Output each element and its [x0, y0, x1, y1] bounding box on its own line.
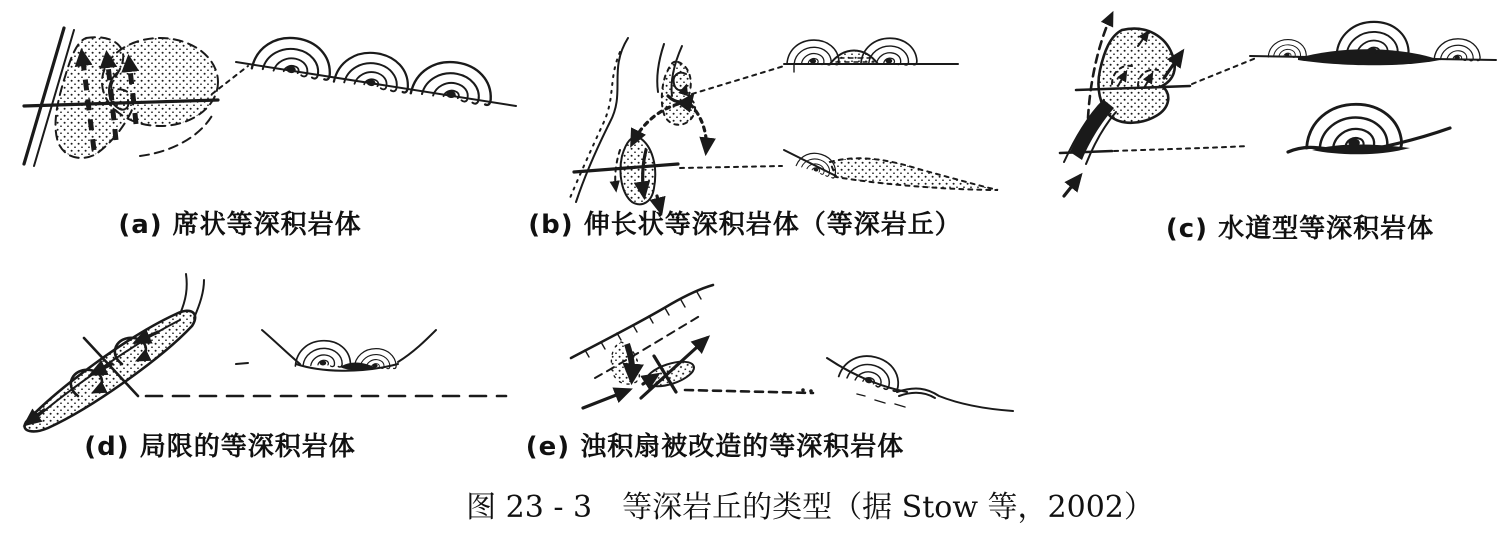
panel-d-cross-section: [236, 330, 436, 371]
panel-d-caption: (d) 局限的等深积岩体: [84, 432, 356, 462]
panel-e-drawing: [555, 278, 1055, 438]
panel-b-caption: (b) 伸长状等深积岩体（等深岩丘）: [528, 210, 962, 240]
panel-a-plan-view: [24, 28, 218, 166]
panel-d-plan-view: [25, 274, 204, 431]
panel-d-drawing: [0, 272, 510, 437]
panel-c-cross-section-bottom: [1288, 104, 1450, 154]
panel-a-drawing: [0, 2, 520, 202]
panel-c-caption: (c) 水道型等深积岩体: [1165, 214, 1435, 244]
panel-b-cross-section-bottom: [784, 148, 998, 190]
panel-e-cross-section: [801, 350, 1013, 411]
panel-b-connector-bottom: [680, 166, 782, 168]
panel-b-plan-view: [570, 38, 706, 212]
panel-a-caption: (a) 席状等深积岩体: [118, 210, 362, 240]
panel-c-drawing: [1060, 0, 1500, 215]
panel-e-caption: (e) 浊积扇被改造的等深积岩体: [525, 432, 905, 462]
panel-e-connector: [685, 390, 813, 393]
panel-a-cross-section: [236, 33, 516, 106]
panel-c-connector-bottom: [1114, 146, 1248, 151]
panel-c-cross-section-top: [1250, 22, 1496, 65]
panel-b-cross-section-top: [784, 38, 958, 72]
panel-b-connector-top: [692, 66, 784, 94]
figure-caption: 图 23 - 3 等深岩丘的类型（据 Stow 等，2002）: [466, 490, 1154, 525]
panel-c-plan-view: [1060, 14, 1190, 196]
panel-b-drawing: [560, 0, 1050, 215]
panel-c-connector-top: [1192, 58, 1256, 84]
